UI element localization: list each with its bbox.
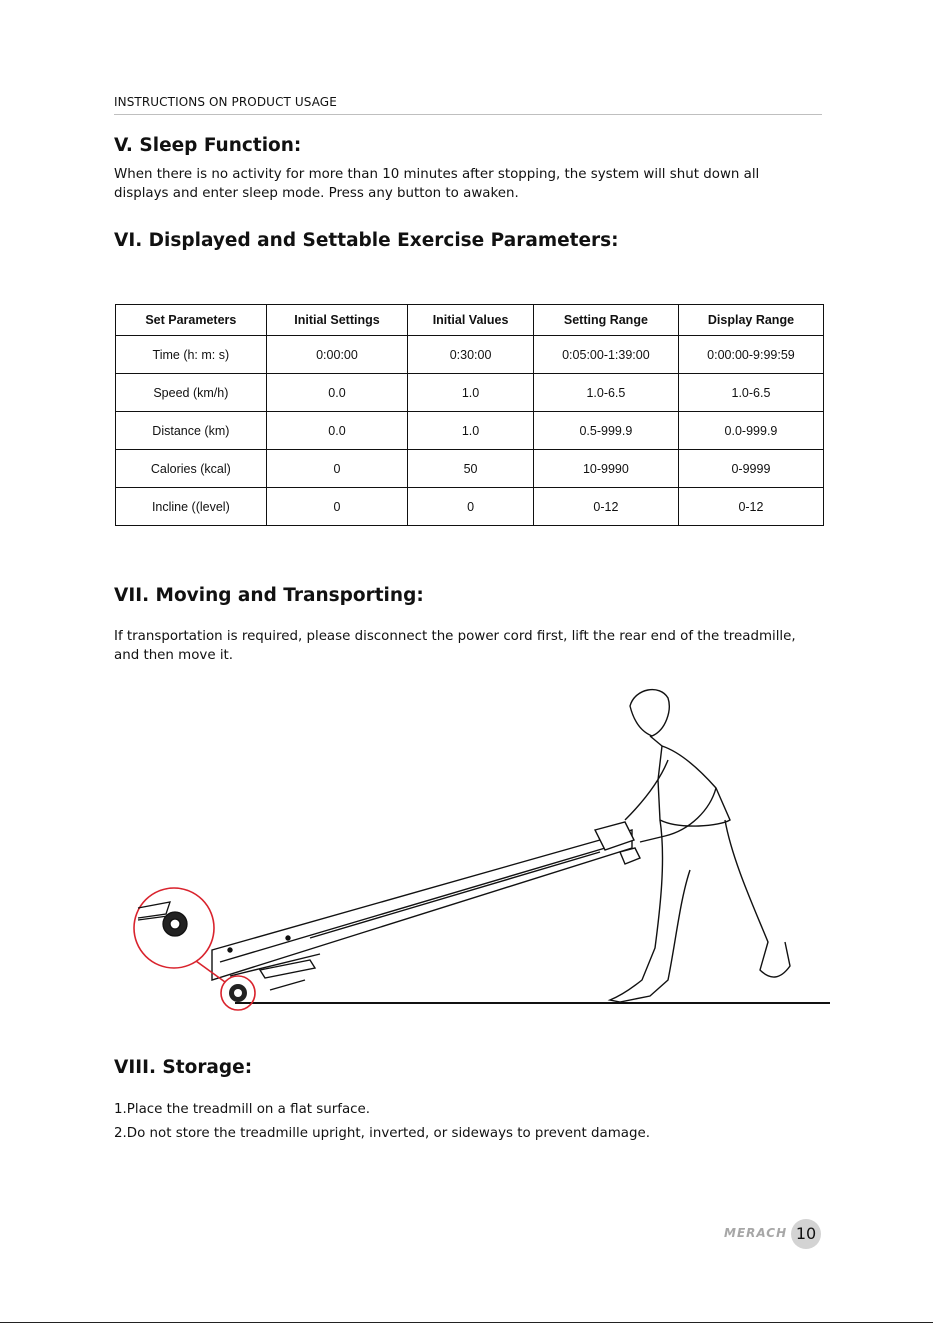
section-heading-storage: VIII. Storage:	[114, 1057, 253, 1078]
table-cell: 0:30:00	[408, 336, 534, 374]
table-cell: 0-9999	[678, 450, 823, 488]
table-row	[116, 488, 824, 526]
table-cell: 10-9990	[533, 450, 678, 488]
zoomed-wheel-detail	[138, 902, 187, 936]
table-cell: 0.5-999.9	[533, 412, 678, 450]
table-cell: 0:05:00-1:39:00	[533, 336, 678, 374]
table-cell: Incline ((level)	[116, 488, 267, 526]
column-header: Setting Range	[533, 305, 678, 336]
table-cell: Speed (km/h)	[116, 374, 267, 412]
storage-item-1: 1.Place the treadmill on a flat surface.	[114, 1102, 371, 1117]
moving-paragraph-line-2: and then move it.	[114, 648, 234, 663]
page-number-badge: 10	[791, 1219, 821, 1249]
table-row	[116, 412, 824, 450]
table-header-row	[116, 305, 824, 336]
column-header: Set Parameters	[116, 305, 267, 336]
table-cell: Distance (km)	[116, 412, 267, 450]
table-cell: 1.0	[408, 412, 534, 450]
section-heading-moving: VII. Moving and Transporting:	[114, 585, 424, 606]
header-divider	[114, 114, 822, 115]
column-header: Display Range	[678, 305, 823, 336]
sleep-paragraph-line-2: displays and enter sleep mode. Press any button to awaken.	[114, 186, 519, 201]
table-cell: 0.0	[266, 412, 408, 450]
running-header: INSTRUCTIONS ON PRODUCT USAGE	[114, 95, 337, 109]
table-cell: 0-12	[533, 488, 678, 526]
table-cell: 0	[408, 488, 534, 526]
column-header: Initial Values	[408, 305, 534, 336]
table-cell: 0.0	[266, 374, 408, 412]
section-heading-sleep: V. Sleep Function:	[114, 135, 302, 156]
table-row	[116, 374, 824, 412]
table-cell: Calories (kcal)	[116, 450, 267, 488]
table-cell: 0	[266, 450, 408, 488]
table-cell: 0:00:00	[266, 336, 408, 374]
storage-item-2: 2.Do not store the treadmille upright, inverted, or sideways to prevent damage.	[114, 1126, 650, 1141]
table-cell: 50	[408, 450, 534, 488]
table-cell: 1.0-6.5	[678, 374, 823, 412]
bottom-edge-line	[0, 1322, 933, 1323]
person-figure	[610, 690, 790, 1002]
moving-paragraph-line-1: If transportation is required, please disconnect the power cord first, lift the rear end of the treadmille,	[114, 629, 796, 644]
table-cell: 1.0-6.5	[533, 374, 678, 412]
table-cell: Time (h: m: s)	[116, 336, 267, 374]
section-heading-parameters: VI. Displayed and Settable Exercise Parameters:	[114, 230, 619, 251]
column-header: Initial Settings	[266, 305, 408, 336]
transport-illustration	[120, 680, 832, 1015]
table-cell: 0	[266, 488, 408, 526]
treadmill-drawing	[212, 822, 640, 990]
table-cell: 0.0-999.9	[678, 412, 823, 450]
brand-logo: MERACH	[724, 1226, 788, 1240]
table-cell: 0-12	[678, 488, 823, 526]
table-row	[116, 336, 824, 374]
sleep-paragraph-line-1: When there is no activity for more than 10 minutes after stopping, the system will shut down all	[114, 167, 760, 182]
table-cell: 1.0	[408, 374, 534, 412]
parameters-table	[115, 304, 824, 526]
table-row	[116, 450, 824, 488]
table-cell: 0:00:00-9:99:59	[678, 336, 823, 374]
